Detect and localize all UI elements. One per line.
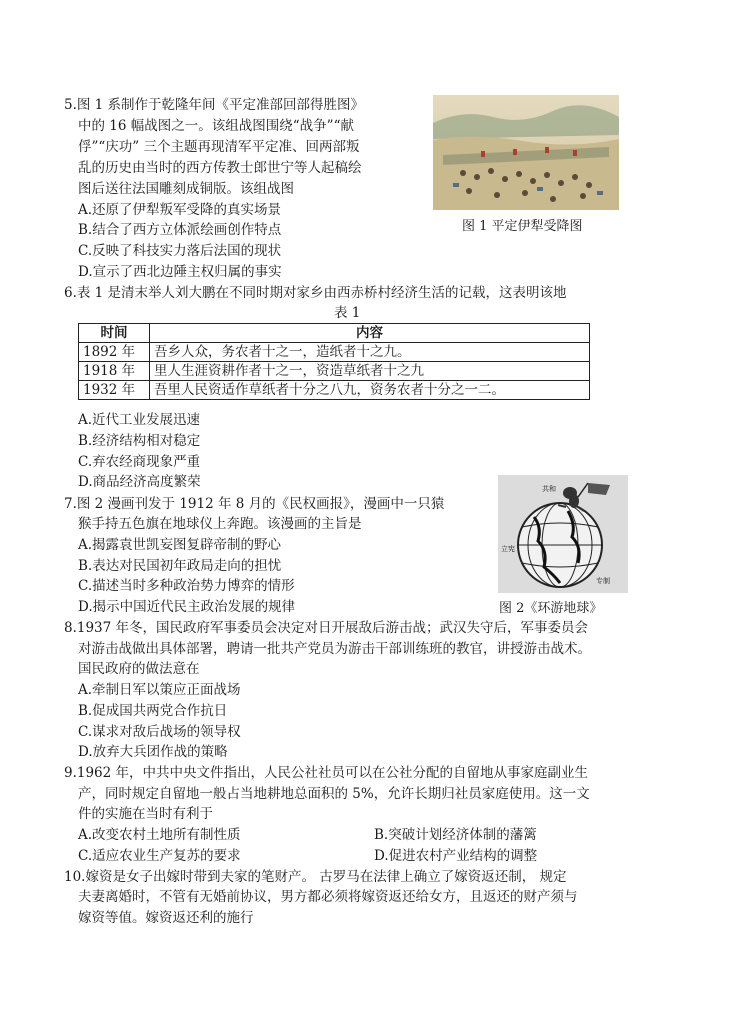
table-1-title: 表 1 (334, 305, 361, 321)
q5-stem-line-3: 俘”“庆功” 三个主题再现清军平定准、回两部叛 (78, 139, 360, 155)
q10-stem-line-1: 10.嫁资是女子出嫁时带到夫家的笔财产。 古罗马在法律上确立了嫁资返还制， 规定 (64, 869, 567, 885)
q6-stem: 6.表 1 是清末举人刘大鹏在不同时期对家乡由西赤桥村经济生活的记载，这表明该地 (64, 285, 567, 301)
figure-1-painting (433, 95, 619, 210)
q8-stem-line-1: 8.1937 年冬，国民政府军事委员会决定对日开展敌后游击战；武汉失守后，军事委员会 (64, 620, 589, 636)
figure-2-label-gonghe: 共和 (542, 485, 556, 493)
q5-option-b: B.结合了西方立体派绘画创作特点 (78, 222, 282, 238)
q8-stem-line-2: 对游击战做出具体部署，聘请一批共产党员为游击干部训练班的教官，讲授游击战术。 (78, 641, 591, 657)
q7-option-a: A.揭露袁世凯妄图复辟帝制的野心 (78, 537, 282, 553)
table-cell-year: 1932 年 (79, 381, 150, 400)
q8-option-c: C.谋求对敌后战场的领导权 (78, 724, 241, 740)
q6-option-c: C.弃农经商现象严重 (78, 454, 201, 470)
figure-2-label-zhuanzhi: 专制 (596, 577, 610, 585)
table-header-content: 内容 (150, 324, 590, 343)
q8-option-d: D.放弃大兵团作战的策略 (78, 744, 228, 760)
q9-option-a: A.改变农村土地所有制性质 (78, 827, 241, 843)
table-header-row (79, 324, 590, 343)
q5-stem-line-5: 图后送往法国雕刻成铜版。该组战图 (78, 181, 294, 197)
table-header-time: 时间 (79, 324, 150, 343)
q8-stem-line-3: 国民政府的做法意在 (78, 661, 200, 677)
q9-option-b: B.突破计划经济体制的藩篱 (374, 827, 537, 843)
q5-option-a: A.还原了伊犁叛军受降的真实场景 (78, 202, 282, 218)
q7-stem-line-1: 7.图 2 漫画刊发于 1912 年 8 月的《民权画报》，漫画中一只猿 (64, 496, 445, 512)
figure-2-caption: 图 2《环游地球》 (499, 601, 603, 616)
q9-stem-line-2: 产，同时规定自留地一般占当地耕地总面积的 5%，允许长期归社员家庭使用。这一文 (78, 786, 590, 802)
table-cell-content: 吾里人民资适作草纸者十分之八九，资务农者十分之一二。 (150, 381, 590, 400)
table-cell-content: 吾乡人众，务农者十之一，造纸者十之九。 (150, 343, 590, 362)
q7-option-b: B.表达对民国初年政局走向的担忧 (78, 558, 282, 574)
q6-option-d: D.商品经济高度繁荣 (78, 474, 201, 490)
q5-option-c: C.反映了科技实力落后法国的现状 (78, 243, 282, 259)
q9-stem-line-1: 9.1962 年，中共中央文件指出，人民公社社员可以在公社分配的自留地从事家庭副业生 (64, 765, 589, 781)
q7-option-c: C.描述当时多种政治势力博弈的情形 (78, 578, 295, 594)
q10-stem-line-2: 夫妻离婚时，不管有无婚前协议，男方都必须将嫁资返还给女方，且返还的财产须与 (78, 889, 578, 905)
table-row (79, 381, 590, 400)
table-1 (78, 323, 590, 400)
q8-option-b: B.促成国共两党合作抗日 (78, 703, 228, 719)
q7-option-d: D.揭示中国近代民主政治发展的规律 (78, 599, 296, 615)
figure-2-cartoon (498, 475, 628, 593)
table-row (79, 343, 590, 362)
q5-stem-line-4: 乱的历史由当时的西方传教士郎世宁等人起稿绘 (78, 160, 362, 176)
figure-2-label-lixian: 立宪 (501, 545, 515, 553)
figure-1-caption: 图 1 平定伊犁受降图 (462, 219, 583, 234)
table-row (79, 362, 590, 381)
q10-stem-line-3: 嫁资等值。嫁资返还利的施行 (78, 910, 254, 926)
q5-stem-line-2: 中的 16 幅战图之一。该组战图围绕“战争”“献 (78, 118, 354, 134)
q7-stem-line-2: 猴手持五色旗在地球仪上奔跑。该漫画的主旨是 (78, 516, 362, 532)
q6-option-a: A.近代工业发展迅速 (78, 412, 201, 428)
table-cell-year: 1918 年 (79, 362, 150, 381)
q9-stem-line-3: 件的实施在当时有利于 (78, 806, 213, 822)
q6-option-b: B.经济结构相对稳定 (78, 433, 201, 449)
q5-stem-line-1: 5.图 1 系制作于乾隆年间《平定准部回部得胜图》 (64, 97, 365, 113)
table-cell-content: 里人生涯资耕作者十之一，资造草纸者十之九 (150, 362, 590, 381)
q9-option-c: C.适应农业生产复苏的要求 (78, 848, 241, 864)
q5-option-d: D.宣示了西北边陲主权归属的事实 (78, 264, 282, 280)
table-cell-year: 1892 年 (79, 343, 150, 362)
q9-option-d: D.促进农村产业结构的调整 (374, 848, 538, 864)
q8-option-a: A.牵制日军以策应正面战场 (78, 682, 241, 698)
